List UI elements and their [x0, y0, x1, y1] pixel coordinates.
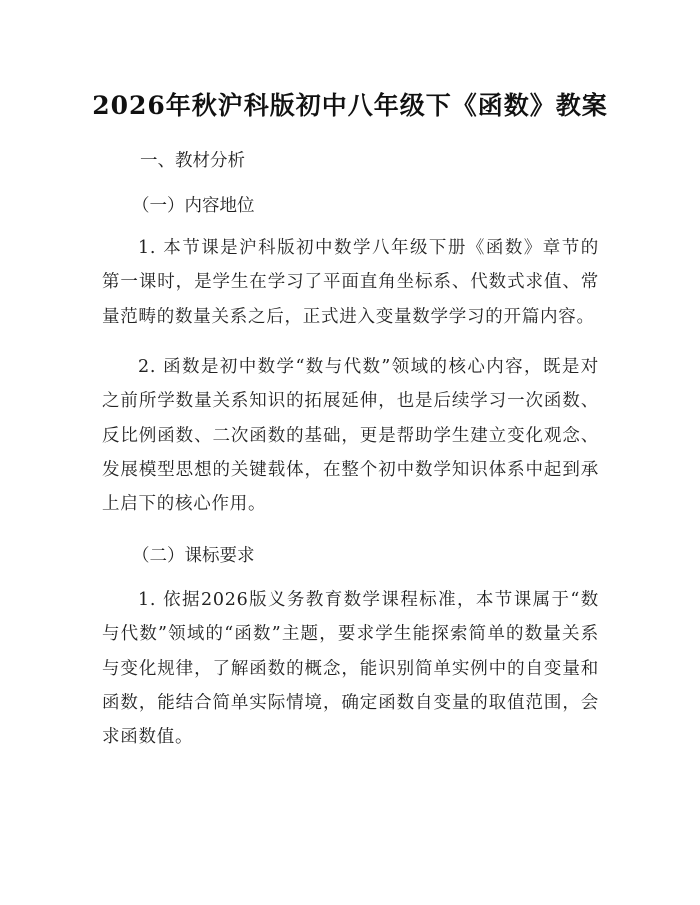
- paragraph-content-position-2: 2. 函数是初中数学“数与代数”领域的核心内容，既是对之前所学数量关系知识的拓展延伸，也是后续学习一次函数、反比例函数、二次函数的基础，更是帮助学生建立变化观念、发展模型思想的关键载体，在整个初中数学知识体系中起到承上启下的核心作用。: [102, 357, 599, 515]
- paragraph-content-position-1: 1. 本节课是沪科版初中数学八年级下册《函数》章节的第一课时，是学生在学习了平面直角坐标系、代数式求值、常量范畴的数量关系之后，正式进入变量数学学习的开篇内容。: [102, 238, 599, 327]
- document-title: 2026年秋沪科版初中八年级下《函数》教案: [92, 91, 608, 120]
- subsection-heading-curriculum-requirements: （二）课标要求: [132, 546, 255, 566]
- section-heading-textbook-analysis: 一、教材分析: [140, 151, 245, 171]
- subsection-heading-content-position: （一）内容地位: [132, 196, 255, 216]
- paragraph-curriculum-requirements-1: 1. 依据2026版义务教育数学课程标准，本节课属于“数与代数”领域的“函数”主题，要求学生能探索简单的数量关系与变化规律，了解函数的概念，能识别简单实例中的自变量和函数，能结合简单实际情境，确定函数自变量的取值范围，会求函数值。: [102, 590, 599, 748]
